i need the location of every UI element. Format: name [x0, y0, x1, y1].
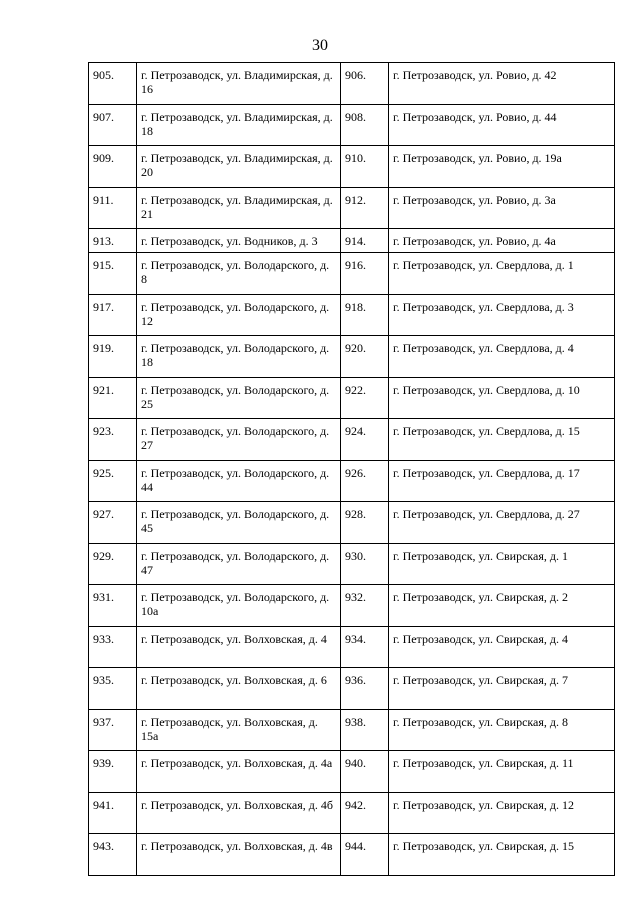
entry-address: г. Петрозаводск, ул. Ровио, д. 42	[389, 63, 615, 105]
entry-address: г. Петрозаводск, ул. Волховская, д. 4б	[137, 792, 341, 834]
table-row	[89, 543, 615, 585]
entry-number: 934.	[341, 626, 389, 668]
entry-number: 942.	[341, 792, 389, 834]
entry-address: г. Петрозаводск, ул. Волховская, д. 15а	[137, 709, 341, 751]
entry-address: г. Петрозаводск, ул. Свердлова, д. 4	[389, 336, 615, 378]
entry-address: г. Петрозаводск, ул. Свердлова, д. 27	[389, 502, 615, 544]
entry-address: г. Петрозаводск, ул. Свердлова, д. 15	[389, 419, 615, 461]
table-row	[89, 834, 615, 876]
entry-address: г. Петрозаводск, ул. Ровио, д. 44	[389, 104, 615, 146]
table-row	[89, 63, 615, 105]
entry-address: г. Петрозаводск, ул. Володарского, д. 10а	[137, 585, 341, 627]
entry-number: 937.	[89, 709, 137, 751]
entry-address: г. Петрозаводск, ул. Волховская, д. 6	[137, 668, 341, 710]
entry-address: г. Петрозаводск, ул. Володарского, д. 18	[137, 336, 341, 378]
entry-address: г. Петрозаводск, ул. Свердлова, д. 17	[389, 460, 615, 502]
entry-number: 909.	[89, 146, 137, 188]
entry-number: 935.	[89, 668, 137, 710]
entry-address: г. Петрозаводск, ул. Свирская, д. 1	[389, 543, 615, 585]
entry-address: г. Петрозаводск, ул. Володарского, д. 47	[137, 543, 341, 585]
entry-number: 905.	[89, 63, 137, 105]
entry-number: 933.	[89, 626, 137, 668]
entry-number: 920.	[341, 336, 389, 378]
entry-address: г. Петрозаводск, ул. Свердлова, д. 3	[389, 294, 615, 336]
entry-number: 923.	[89, 419, 137, 461]
entry-number: 930.	[341, 543, 389, 585]
entry-number: 940.	[341, 751, 389, 793]
table-row	[89, 626, 615, 668]
entry-number: 938.	[341, 709, 389, 751]
table-row	[89, 377, 615, 419]
entry-number: 944.	[341, 834, 389, 876]
address-table	[88, 62, 615, 876]
entry-number: 943.	[89, 834, 137, 876]
entry-number: 907.	[89, 104, 137, 146]
entry-number: 939.	[89, 751, 137, 793]
table-row	[89, 294, 615, 336]
entry-address: г. Петрозаводск, ул. Водников, д. 3	[137, 229, 341, 253]
entry-address: г. Петрозаводск, ул. Свирская, д. 12	[389, 792, 615, 834]
entry-number: 936.	[341, 668, 389, 710]
entry-number: 928.	[341, 502, 389, 544]
page-number: 30	[312, 37, 328, 54]
entry-number: 924.	[341, 419, 389, 461]
entry-address: г. Петрозаводск, ул. Свирская, д. 11	[389, 751, 615, 793]
entry-address: г. Петрозаводск, ул. Волховская, д. 4а	[137, 751, 341, 793]
entry-address: г. Петрозаводск, ул. Володарского, д. 8	[137, 253, 341, 295]
entry-number: 915.	[89, 253, 137, 295]
entry-number: 925.	[89, 460, 137, 502]
entry-number: 929.	[89, 543, 137, 585]
table-row	[89, 229, 615, 253]
entry-address: г. Петрозаводск, ул. Владимирская, д. 21	[137, 187, 341, 229]
entry-address: г. Петрозаводск, ул. Владимирская, д. 20	[137, 146, 341, 188]
entry-address: г. Петрозаводск, ул. Свердлова, д. 10	[389, 377, 615, 419]
entry-number: 908.	[341, 104, 389, 146]
entry-address: г. Петрозаводск, ул. Володарского, д. 44	[137, 460, 341, 502]
entry-number: 916.	[341, 253, 389, 295]
entry-number: 917.	[89, 294, 137, 336]
table-row	[89, 751, 615, 793]
table-row	[89, 460, 615, 502]
entry-number: 918.	[341, 294, 389, 336]
entry-address: г. Петрозаводск, ул. Владимирская, д. 16	[137, 63, 341, 105]
entry-number: 921.	[89, 377, 137, 419]
table-row	[89, 104, 615, 146]
entry-address: г. Петрозаводск, ул. Ровио, д. 3а	[389, 187, 615, 229]
table-row	[89, 146, 615, 188]
table-row	[89, 187, 615, 229]
entry-address: г. Петрозаводск, ул. Володарского, д. 45	[137, 502, 341, 544]
entry-address: г. Петрозаводск, ул. Свирская, д. 8	[389, 709, 615, 751]
entry-address: г. Петрозаводск, ул. Володарского, д. 12	[137, 294, 341, 336]
entry-number: 922.	[341, 377, 389, 419]
entry-address: г. Петрозаводск, ул. Свирская, д. 15	[389, 834, 615, 876]
table-row	[89, 419, 615, 461]
table-row	[89, 585, 615, 627]
entry-number: 941.	[89, 792, 137, 834]
entry-address: г. Петрозаводск, ул. Володарского, д. 25	[137, 377, 341, 419]
entry-number: 927.	[89, 502, 137, 544]
entry-number: 926.	[341, 460, 389, 502]
table-row	[89, 253, 615, 295]
entry-address: г. Петрозаводск, ул. Ровио, д. 4а	[389, 229, 615, 253]
entry-number: 919.	[89, 336, 137, 378]
entry-address: г. Петрозаводск, ул. Владимирская, д. 18	[137, 104, 341, 146]
entry-number: 914.	[341, 229, 389, 253]
entry-address: г. Петрозаводск, ул. Ровио, д. 19а	[389, 146, 615, 188]
address-table-body	[89, 63, 615, 876]
entry-number: 911.	[89, 187, 137, 229]
table-row	[89, 502, 615, 544]
table-row	[89, 792, 615, 834]
table-row	[89, 336, 615, 378]
entry-address: г. Петрозаводск, ул. Свирская, д. 2	[389, 585, 615, 627]
entry-number: 931.	[89, 585, 137, 627]
entry-address: г. Петрозаводск, ул. Володарского, д. 27	[137, 419, 341, 461]
table-row	[89, 668, 615, 710]
table-row	[89, 709, 615, 751]
entry-address: г. Петрозаводск, ул. Свирская, д. 7	[389, 668, 615, 710]
entry-address: г. Петрозаводск, ул. Волховская, д. 4	[137, 626, 341, 668]
entry-number: 910.	[341, 146, 389, 188]
entry-address: г. Петрозаводск, ул. Волховская, д. 4в	[137, 834, 341, 876]
entry-address: г. Петрозаводск, ул. Свирская, д. 4	[389, 626, 615, 668]
entry-number: 906.	[341, 63, 389, 105]
entry-number: 912.	[341, 187, 389, 229]
entry-address: г. Петрозаводск, ул. Свердлова, д. 1	[389, 253, 615, 295]
entry-number: 913.	[89, 229, 137, 253]
entry-number: 932.	[341, 585, 389, 627]
